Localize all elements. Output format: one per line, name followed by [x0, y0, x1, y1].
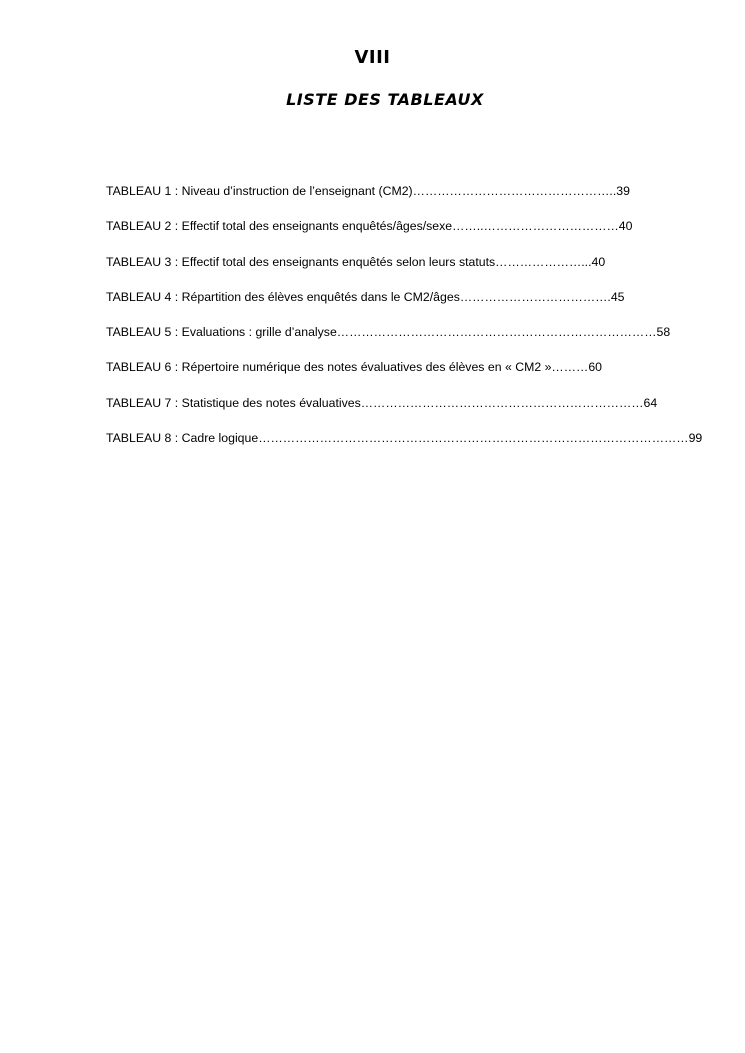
page-number: VIII: [354, 47, 391, 68]
toc-entry-tableau-8: TABLEAU 8 : Cadre logique……………………………………………………………………………………………99: [106, 431, 703, 446]
toc-entry-tableau-2: TABLEAU 2 : Effectif total des enseignants enquêtés/âges/sexe……..……………………………40: [106, 219, 633, 234]
toc-entry-tableau-3: TABLEAU 3 : Effectif total des enseignants enquêtés selon leurs statuts…………………...40: [106, 254, 606, 269]
toc-entry-tableau-6: TABLEAU 6 : Répertoire numérique des notes évaluatives des élèves en « CM2 »………60: [106, 360, 603, 375]
table-of-tables: [106, 181, 703, 463]
toc-entry-tableau-7: TABLEAU 7 : Statistique des notes évaluatives……………………………………………………………64: [106, 395, 658, 410]
toc-entry-tableau-4: TABLEAU 4 : Répartition des élèves enquêtés dans le CM2/âges……………………………….45: [106, 289, 625, 304]
toc-entry-tableau-1: TABLEAU 1 : Niveau d’instruction de l’enseignant (CM2)…………………………………………..39: [106, 184, 630, 198]
toc-entry-tableau-5: TABLEAU 5 : Evaluations : grille d’analyse……………………………………………………………………58: [106, 325, 671, 340]
page-title: LISTE DES TABLEAUX: [286, 90, 484, 109]
